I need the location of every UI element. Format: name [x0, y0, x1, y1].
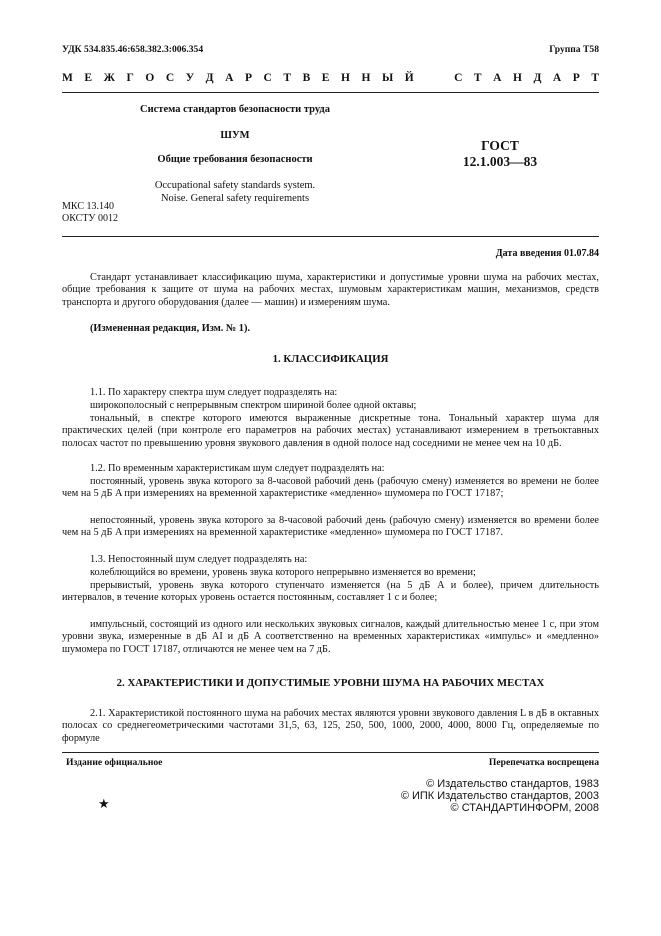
banner-letter: Т [591, 72, 599, 84]
banner-letter: А [493, 72, 502, 84]
banner-letter [425, 72, 428, 84]
mks-code: МКС 13.140 [62, 201, 114, 212]
gost-label: ГОСТ [481, 138, 519, 153]
banner-letter: У [185, 72, 195, 84]
copyright-1983: © Издательство стандартов, 1983 [426, 778, 599, 790]
copyright-2008: © СТАНДАРТИНФОРМ, 2008 [450, 802, 599, 814]
section-1-heading: 1. КЛАССИФИКАЦИЯ [272, 353, 389, 365]
banner-letter [440, 72, 443, 84]
banner-letter: Т [283, 72, 292, 84]
english-title-line1: Occupational safety standards system. [154, 180, 316, 191]
star-icon: ★ [98, 796, 110, 811]
clause-1-3: 1.3. Непостоянный шум следует подразделять на: [90, 554, 308, 565]
clause-nonconstant: непостоянный, уровень звука которого за 8-часовой рабочий день (рабочую смену) изменяется во времени более чем на 5 дБ A при измерениях на временной характеристике «медленно» шумомера по ГОСТ 17187. [62, 515, 599, 539]
banner-letter: Е [321, 72, 330, 84]
group-code: Группа Т58 [549, 44, 599, 55]
banner-letter: Й [404, 72, 414, 84]
banner-letter: Ж [103, 72, 115, 84]
effective-date: Дата введения 01.07.84 [495, 248, 599, 259]
banner-letter: Н [340, 72, 350, 84]
clause-intermittent: прерывистый, уровень звука которого ступенчато изменяется (на 5 дБ A и более), причем длительность интервалов, в течение которых уровень остается постоянным, составляет 1 с и более; [62, 580, 599, 604]
document-title: ШУМ [220, 130, 250, 141]
banner-letter: О [145, 72, 155, 84]
clause-broadband: широкополосный с непрерывным спектром шириной более одной октавы; [90, 400, 417, 411]
banner-letter: Р [244, 72, 252, 84]
footer-rule [62, 752, 599, 753]
gost-number: 12.1.003—83 [462, 154, 538, 169]
clause-constant: постоянный, уровень звука которого за 8-часовой рабочий день (рабочую смену) изменяется во времени не более чем на 5 дБ A при измерениях на временной характеристике «медленно» шумомера по ГОСТ 17187; [62, 476, 599, 500]
english-title-line2: Noise. General safety requirements [160, 193, 310, 204]
header-rule [62, 92, 599, 93]
banner-letter: С [454, 72, 463, 84]
reprint-notice: Перепечатка воспрещена [488, 757, 599, 768]
banner-letter: Д [533, 72, 542, 84]
banner-letter: Н [361, 72, 371, 84]
banner-letter: А [552, 72, 562, 84]
banner-letter: А [225, 72, 234, 84]
intro-paragraph: Стандарт устанавливает классификацию шума, характеристики и допустимые уровни шума на рабочих местах, общие требования к защите от шума на рабочих местах, шумовым характеристикам машин, механизмов, средств транспорта и другого оборудования (далее — машин) и измерениям шума. [62, 272, 599, 308]
amendment-note: (Измененная редакция, Изм. № 1). [90, 323, 250, 334]
clause-1-2: 1.2. По временным характеристикам шум следует подразделять на: [90, 463, 385, 474]
banner-letter: Р [572, 72, 580, 84]
clause-impulse: импульсный, состоящий из одного или нескольких звуковых сигналов, каждый длительностью менее 1 с, при этом уровни звука, измеренные в дБ AI и дБ A соответственно на временных характеристиках «импульс» и «медленно» шумомера по ГОСТ 17187, отличаются не менее чем на 7 дБ. [62, 619, 599, 655]
banner-letter: Ы [381, 72, 394, 84]
section-2-heading: 2. ХАРАКТЕРИСТИКИ И ДОПУСТИМЫЕ УРОВНИ ШУМА НА РАБОЧИХ МЕСТАХ [116, 677, 545, 689]
title-rule [62, 236, 599, 237]
standards-system-title: Система стандартов безопасности труда [140, 104, 330, 115]
banner-letter: Т [473, 72, 482, 84]
banner-letter: С [263, 72, 272, 84]
clause-1-1: 1.1. По характеру спектра шум следует подразделять на: [90, 387, 338, 398]
banner-letter: Г [126, 72, 134, 84]
banner-letter: Н [512, 72, 522, 84]
banner-letter: Д [205, 72, 214, 84]
banner-letter: В [302, 72, 311, 84]
banner-letter: Е [84, 72, 93, 84]
official-edition: Издание официальное [66, 757, 163, 768]
document-subtitle: Общие требования безопасности [157, 154, 313, 165]
copyright-2003: © ИПК Издательство стандартов, 2003 [400, 790, 599, 802]
clause-2-1: 2.1. Характеристикой постоянного шума на рабочих местах являются уровни звукового давления L в дБ в октавных полосах со среднегеометрическими частотами 31,5, 63, 125, 250, 500, 1000, 2000, 4000, 8000 Гц, определяемые по формуле [62, 708, 599, 744]
clause-fluctuating: колеблющийся во времени, уровень звука которого непрерывно изменяется во времени; [90, 567, 476, 578]
udc-code: УДК 534.835.46:658.382.3:006.354 [62, 44, 204, 55]
okstu-code: ОКСТУ 0012 [62, 213, 119, 224]
interstate-standard-banner [62, 72, 599, 84]
clause-tonal: тональный, в спектре которого имеются выраженные дискретные тона. Тональный характер шума для практических целей (при контроле его параметров на рабочих местах) устанавливают измерением в третьоктавных полосах частот по превышению уровня звукового давления в одной полосе над соседними не менее чем на 10 дБ. [62, 413, 599, 449]
banner-letter: С [165, 72, 175, 84]
banner-letter: М [62, 72, 73, 84]
